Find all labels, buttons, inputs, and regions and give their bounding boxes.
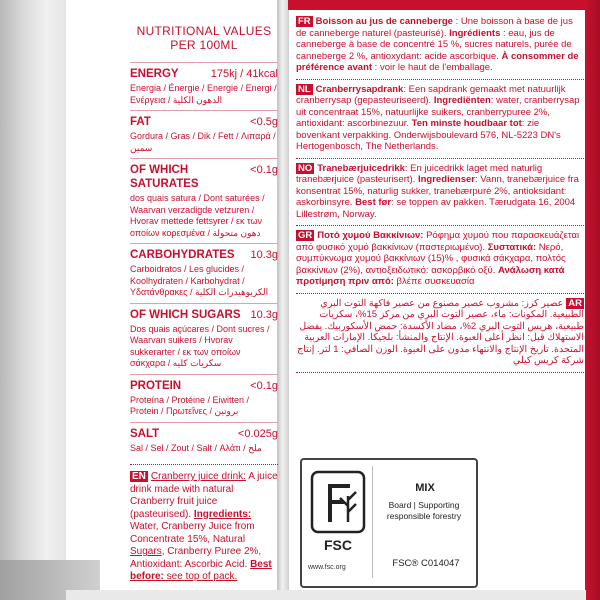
nutrition-row-salt: [130, 422, 278, 459]
block-text: : Vann, tranebærjuice fra konsentrat 15%, naturlig sukker, tranebærpuré 2%, antioksidant: askorbinsyre.: [296, 174, 579, 208]
carton-left-edge: [0, 0, 66, 600]
fsc-certification-label: [300, 458, 478, 588]
carton-fold: [277, 0, 289, 600]
nutrition-row-sugars: [130, 303, 278, 374]
block-text: : eau, jus de canneberge à base de concentré 15 %, sucres naturels, purée de canneberge 2 %, antioxydant: acide ascorbique.: [296, 27, 572, 62]
carton-bottom-band: [66, 590, 586, 600]
block-text: βλέπε συσκευασία: [393, 276, 475, 287]
ingredients-text-a: Water, Cranberry Juice from Concentrate 15%, Natural: [130, 521, 255, 545]
language-code-badge: EN: [132, 471, 146, 482]
block-text: : voir le haut de l'emballage.: [372, 62, 493, 73]
fsc-tree-logo-icon: [310, 470, 366, 556]
block-text: Νερό, συμπύκνωμα χυμού βακκίνιων (15)% , φυσικά σάκχαρα, πολτός βακκίνιων (2%), αντιοξειδωτικό: ασκορβικό οξύ.: [296, 241, 566, 276]
language-block-ar: [296, 294, 584, 373]
block-title: Boisson au jus de canneberge: [315, 16, 453, 27]
fsc-mix-label: MIX: [415, 482, 435, 494]
nutrient-value: 175kj / 41kcal: [210, 68, 278, 80]
product-description: A juice drink made with natural Cranberry fruit juice (pasteurised).: [130, 471, 278, 520]
best-before-text: see top of pack.: [163, 571, 238, 582]
nutrient-name: ENERGY: [130, 68, 179, 80]
best-before-label: Best before:: [130, 558, 272, 582]
fsc-board-text: Board | Supporting responsible forestry: [386, 500, 462, 521]
nutrient-translations: Dos quais açúcares / Dont sucres / Waarvan suikers / Hvorav sukkerarter / εκ των οποίων σάκχαρα / سكريات كليه: [130, 323, 270, 368]
nutrient-value: <0.1g: [250, 164, 278, 176]
top-red-band: [288, 0, 585, 10]
language-code-badge: AR: [568, 297, 582, 309]
nutrient-name: SALT: [130, 427, 160, 440]
nutrition-row-fat: [130, 110, 278, 158]
nutrition-row-energy: [130, 62, 278, 110]
nutrient-name: OF WHICH SUGARS: [130, 308, 241, 321]
block-text: : zie bovenkant verpakking. Onderwijsboulevard 576, NL-5223 DN's Hertogenbosch, The Netherlands.: [296, 118, 561, 152]
language-code-badge: NL: [298, 83, 311, 95]
fsc-url: www.fsc.org: [308, 564, 346, 571]
language-block-no: [296, 159, 584, 227]
nutrient-value: 10.3g: [250, 249, 278, 261]
ingredients-label: Ingrédients: [449, 27, 501, 39]
block-text: : Une boisson à base de jus de canneberge naturel (pasteurisé).: [296, 16, 573, 39]
ingredients-label: Ingredienser: [417, 174, 475, 185]
language-code-badge: NO: [298, 162, 313, 174]
fsc-logo-text: FSC: [324, 537, 352, 553]
language-code-badge: FR: [298, 16, 311, 27]
block-title: Tranebærjuicedrikk: [317, 162, 405, 174]
block-title: Ποτό χυμού Βακκίνιων:: [317, 230, 424, 241]
block-text: : water, cranberrysap uit concentraat 15%, natuurlijke suikers, cranberrypuree 2%, antioxidant: ascorbinezuur.: [296, 95, 580, 129]
block-text: عصير كرز: مشروب عصير مصنوع من عصير فاكهة التوت البري الطبيعية. المكونات: ماء، عصير التوت البري من مركز 15%، سكريات طبيعية، هريس التوت البري 2%، مضاد الأكسدة: حمض الأسكوربيك. يفضل الاستهلاك قبل: انظر أعلى العبوة. الإنتاج والمنشأ: بلجيكا. الإمارات العربية المتحدة. تاريخ الإنتاج والانتهاء مدون على العبوة. الوزن الصافي: 1 لتر. إنتاج شركة كريس كيلي: [297, 297, 584, 366]
ingredients-label: Ingredients:: [193, 508, 252, 520]
block-title: Cranberrysapdrank: [315, 83, 404, 95]
nutrient-translations: Carboidratos / Les glucides / Koolhydraten / Karbohydrat / Υδατάνθρακες / الكربوهيدرات الكلية: [130, 264, 269, 297]
fsc-divider: [372, 466, 373, 578]
fsc-license-code: FSC® C014047: [392, 558, 460, 569]
nutrition-row-carbohydrates: [130, 243, 278, 303]
best-before-label: Ten minste houdbaar tot: [411, 118, 522, 129]
ingredients-text-b: , Cranberry Puree 2%, Antioxidant: Ascorbic Acid.: [130, 546, 262, 570]
nutrient-name: FAT: [130, 116, 151, 128]
nutrient-translations: Energia / Énergie / Energie / Energi / Ενέργεια / الدهون الكلية: [130, 83, 277, 105]
ingredients-label: Συστατικά:: [487, 241, 537, 253]
english-product-text: [130, 471, 278, 584]
nutrient-value: <0.025g: [237, 427, 278, 440]
nutrient-value: 10.3g: [250, 308, 278, 321]
divider: [130, 464, 278, 465]
nutrient-translations: Gordura / Gras / Dik / Fett / Λιπαρά / سمين: [130, 131, 276, 153]
carton-right-edge: [585, 0, 600, 600]
nutrition-title-line2: PER 100ML: [170, 38, 238, 52]
nutrition-panel: [130, 18, 278, 590]
nutrition-row-saturates: [130, 158, 278, 243]
block-text: : En juicedrikk laget med naturlig tranebærjuice (pasteurisert).: [296, 162, 543, 185]
nutrient-translations: Proteína / Protéine / Eiwitten / Protein / Πρωτεΐνες / بروتين: [130, 394, 250, 416]
language-block-nl: [296, 80, 584, 159]
nutrient-translations: dos quais satura / Dont saturées / Waarvan verzadigde vetzuren / Hvorav mettede fettsyrer / εκ των οποίων κορεσμένα / دهون متحولة: [130, 193, 265, 238]
best-before-label: Ανάλωση κατά προτίμηση πριν από:: [296, 264, 565, 287]
ingredients-label: Ingrediënten: [433, 95, 491, 106]
block-text: Ρόφημα χυμού που παρασκευάζεται από φυσικό χυμό βακκίνιων (παστεριωμένο).: [296, 230, 580, 253]
nutrient-translations: Sal / Sel / Zout / Salt / Αλάτι / ملح: [130, 442, 262, 453]
block-text: : Een sapdrank gemaakt met natuurlijk cranberrysap (gepasteuriseerd).: [296, 83, 566, 106]
nutrient-name: OF WHICH SATURATES: [130, 164, 199, 190]
nutrient-name: CARBOHYDRATES: [130, 249, 235, 261]
best-before-label: Best før: [355, 197, 392, 208]
nutrition-title: [130, 24, 278, 52]
nutrition-title-line1: NUTRITIONAL VALUES: [136, 24, 272, 38]
best-before-label: À consommer de préférence avant: [296, 50, 579, 73]
nutrient-value: <0.5g: [250, 116, 278, 128]
ingredients-sugars: Sugars: [130, 546, 162, 557]
language-block-fr: [296, 12, 584, 80]
nutrient-value: <0.1g: [250, 379, 278, 392]
language-block-gr: [296, 226, 584, 294]
block-text: : se toppen av pakken. Tærudgata 16, 2004 Lillestrøm, Norway.: [296, 197, 576, 220]
nutrient-name: PROTEIN: [130, 379, 182, 392]
language-code-badge: GR: [298, 230, 313, 241]
nutrition-row-protein: [130, 374, 278, 422]
product-title: Cranberry juice drink:: [150, 471, 246, 482]
